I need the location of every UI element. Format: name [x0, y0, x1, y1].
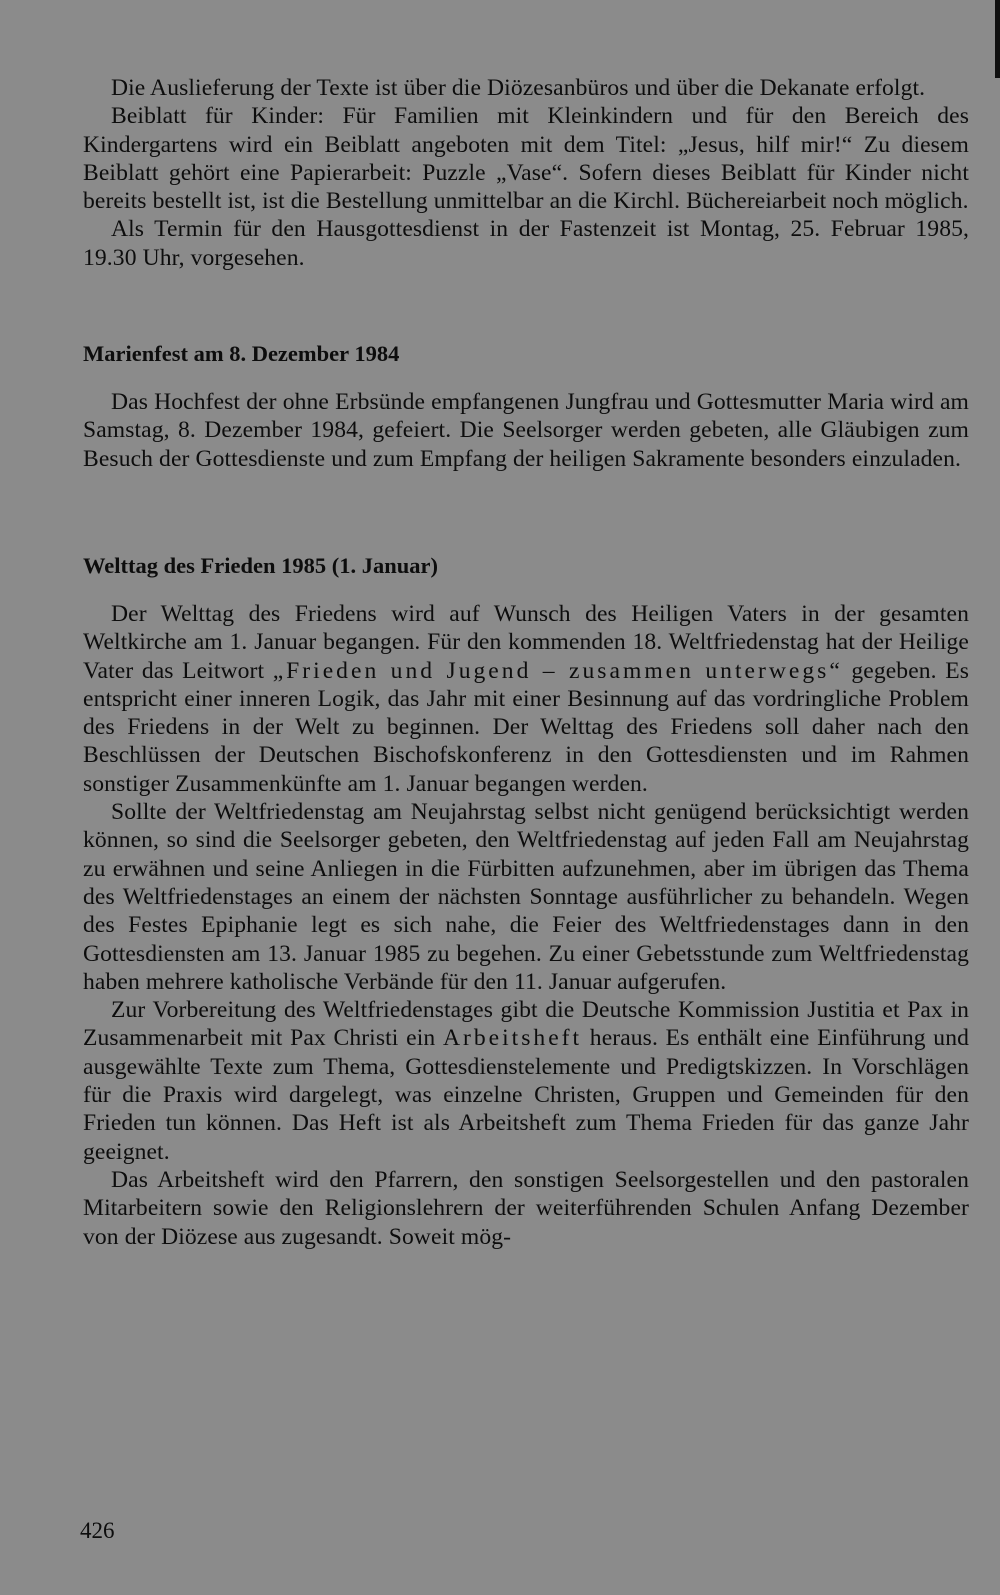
page-number: 426 — [80, 1518, 115, 1543]
paragraph: Als Termin für den Hausgottesdienst in der Fastenzeit ist Montag, 25. Februar 1985, 19.30 Uhr, vorgesehen. — [83, 216, 969, 271]
section-intro — [83, 74, 969, 272]
paragraph — [83, 996, 969, 1166]
page-content — [83, 74, 969, 1251]
spaced-motto: „Frieden und Jugend – zusammen unterwegs“ — [272, 657, 843, 684]
section-heading-marienfest: Marienfest am 8. Dezember 1984 — [83, 341, 400, 367]
text-run: Zur Vorbereitung des Weltfriedenstages gibt die Deutsche Kommission Justitia et Pax in Zusammenarbeit mit Pax Christi ein — [83, 997, 969, 1052]
paragraph: Beiblatt für Kinder: Für Familien mit Kleinkindern und für den Bereich des Kindergartens wird ein Beiblatt angeboten mit dem Titel: „Jesus, hilf mir!“ Zu diesem Beiblatt gehört eine Papierarbeit: Puzzle „Vase“. Sofern dieses Beiblatt für Kinder nicht bereits bestellt ist, ist die Bestellung unmittelbar an die Kirchl. Büchereiarbeit noch möglich. — [83, 103, 969, 215]
text-run: Der Welttag des Friedens wird auf Wunsch des Heiligen Vaters in der gesamten Weltkirche am 1. Januar begangen. Für den kommenden 18. Weltfriedenstag hat der Heilige Vater das Leitwort — [83, 600, 969, 684]
paragraph — [83, 600, 969, 798]
paragraph: Sollte der Weltfriedenstag am Neujahrstag selbst nicht genügend berücksichtigt werden können, so sind die Seelsorger gebeten, den Weltfriedenstag auf jeden Fall am Neujahrstag zu erwähnen und seine Anliegen in die Fürbitten aufzunehmen, aber im übrigen das Thema des Weltfriedenstages an einem der nächsten Sonntage ausführlicher zu behandeln. Wegen des Festes Epiphanie legt es sich nahe, die Feier des Weltfriedenstages dann in den Gottesdiensten am 13. Januar 1985 zu begehen. Zu einer Gebetsstunde zum Weltfriedenstag haben mehrere katholische Verbände für den 11. Januar aufgerufen. — [83, 799, 969, 995]
section-heading-welttag: Welttag des Frieden 1985 (1. Januar) — [83, 552, 438, 578]
paragraph: Das Arbeitsheft wird den Pfarrern, den sonstigen Seelsorgestellen und den pastoralen Mitarbeitern sowie den Religionslehrern der weiterführenden Schulen Anfang Dezember von der Diözese aus zugesandt. Soweit mög- — [83, 1166, 969, 1250]
section-marienfest — [83, 388, 969, 473]
paragraph: Das Hochfest der ohne Erbsünde empfangenen Jungfrau und Gottesmutter Maria wird am Samstag, 8. Dezember 1984, gefeiert. Die Seelsorger werden gebeten, alle Gläubigen zum Besuch der Gottesdienste und zum Empfang der heiligen Sakramente besonders einzuladen. — [83, 389, 969, 472]
scan-edge-bar — [995, 0, 1000, 78]
paragraph: Die Auslieferung der Texte ist über die Diözesanbüros und über die Dekanate erfolgt. — [111, 75, 926, 101]
text-run: gegeben. Es entspricht einer inneren Logik, das Jahr mit einer Besinnung auf das vordringliche Problem des Friedens in der Welt zu beginnen. Der Welttag des Friedens soll daher nach den Beschlüssen der Deutschen Bischofskonferenz in den Gottesdiensten und im Rahmen sonstiger Zusammenkünfte am 1. Januar begangen werden. — [83, 657, 970, 797]
section-welttag — [83, 600, 969, 1251]
text-run: heraus. Es enthält eine Einführung und ausgewählte Texte zum Thema, Gottesdienstelemente und Predigtskizzen. In Vorschlägen für die Praxis wird dargelegt, was einzelne Christen, Gruppen und Gemeinden für den Frieden tun können. Das Heft ist als Arbeitsheft zum Thema Frieden für das ganze Jahr geeignet. — [83, 1025, 969, 1165]
spaced-term: Arbeitsheft — [442, 1025, 583, 1052]
